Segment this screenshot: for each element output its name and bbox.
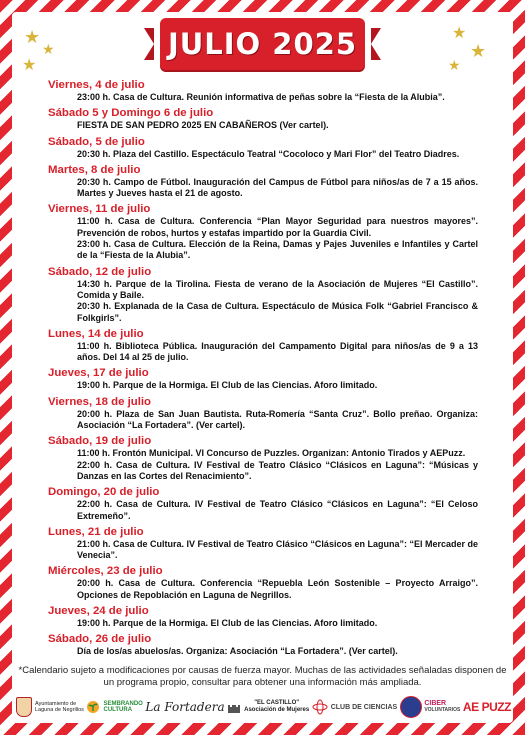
event-description: 20:00 h. Casa de Cultura. Conferencia “Repuebla León Sostenible – Proyecto Arraigo”. Opciones de Repoblación en Laguna de Negrillos. bbox=[77, 578, 478, 600]
event-item bbox=[48, 395, 478, 432]
event-date: Sábado 5 y Domingo 6 de julio bbox=[48, 107, 214, 120]
event-description: 21:00 h. Casa de Cultura. IV Festival de Teatro Clásico “Clásicos en Laguna”: “El Mercader de Venecia”. bbox=[77, 538, 478, 561]
castle-icon bbox=[227, 700, 241, 714]
event-description: 19:00 h. Parque de la Hormiga. El Club de las Ciencias. Aforo limitado. bbox=[77, 618, 378, 629]
event-item bbox=[48, 106, 478, 131]
star-icon: ★ bbox=[22, 57, 37, 74]
event-date: Sábado, 12 de julio bbox=[48, 265, 152, 278]
event-item bbox=[48, 163, 478, 200]
event-date: Domingo, 20 de julio bbox=[48, 486, 160, 499]
event-description: 11:00 h. Biblioteca Pública. Inauguración del Campamento Digital para niños/as de 9 a 13 años. Del 14 al 25 de julio. bbox=[77, 340, 478, 363]
event-description: 20:30 h. Campo de Fútbol. Inauguración del Campus de Fútbol para niños/as de 7 a 15 años. Martes y Jueves hasta el 21 de agosto. bbox=[77, 176, 478, 199]
events-list bbox=[48, 78, 478, 661]
sprout-icon bbox=[86, 700, 100, 714]
event-item bbox=[48, 135, 478, 160]
event-date: Viernes, 11 de julio bbox=[48, 203, 151, 216]
event-description: 22:00 h. Casa de Cultura. IV Festival de Teatro Clásico “Clásicos en Laguna”: “Músicas y Danzas en las Cortes del Renacimiento”. bbox=[77, 459, 478, 481]
logo-la-fortadera: La Fortadera bbox=[145, 700, 225, 714]
event-description: 20:00 h. Plaza de San Juan Bautista. Ruta-Romería “Santa Cruz”. Bollo preñao. Organiza: Asociación “La Fortadera”. (Ver cartel). bbox=[77, 408, 478, 431]
coat-of-arms-icon bbox=[16, 697, 32, 717]
event-date: Viernes, 18 de julio bbox=[48, 395, 151, 408]
event-item bbox=[48, 366, 478, 391]
atom-icon bbox=[312, 699, 328, 715]
event-item bbox=[48, 485, 478, 522]
event-description: 14:30 h. Parque de la Tirolina. Fiesta de verano de la Asociación de Mujeres “El Castillo”. Comida y Baile. bbox=[77, 278, 478, 300]
event-item bbox=[48, 265, 478, 324]
logo-club-de-ciencias: CLUB DE CIENCIAS bbox=[312, 699, 398, 715]
event-description: 20:30 h. Explanada de la Casa de Cultura. Espectáculo de Música Folk “Gabriel Francisco & Folkgirls”. bbox=[77, 301, 478, 323]
event-description: 23:00 h. Casa de Cultura. Elección de la Reina, Damas y Pajes Juveniles e Infantiles y Cartel de la “Fiesta de la Alubia”. bbox=[77, 239, 478, 261]
sponsor-logos bbox=[16, 694, 511, 720]
event-date: Lunes, 14 de julio bbox=[48, 327, 144, 340]
event-description: 19:00 h. Parque de la Hormiga. El Club de las Ciencias. Aforo limitado. bbox=[77, 380, 378, 391]
event-description: Día de los/as abuelos/as. Organiza: Asociación “La Fortadera”. (Ver cartel). bbox=[77, 646, 398, 657]
event-item bbox=[48, 78, 478, 103]
event-description: 11:00 h. Frontón Municipal. VI Concurso de Puzzles. Organizan: Antonio Tirados y AEPuzz. bbox=[77, 448, 466, 459]
event-date: Jueves, 24 de julio bbox=[48, 605, 149, 618]
event-date: Jueves, 17 de julio bbox=[48, 367, 149, 380]
event-date: Viernes, 4 de julio bbox=[48, 79, 145, 91]
event-description: 23:00 h. Casa de Cultura. Reunión informativa de peñas sobre la “Fiesta de la Alubia”. bbox=[77, 92, 445, 102]
logo-aepuzz: AE PUZZ bbox=[462, 700, 511, 714]
logo-emblem bbox=[400, 696, 422, 718]
event-date: Sábado, 19 de julio bbox=[48, 435, 152, 448]
logo-el-castillo: "EL CASTILLO" Asociación de Mujeres bbox=[227, 700, 309, 714]
event-date: Sábado, 26 de julio bbox=[48, 633, 152, 646]
event-item bbox=[48, 327, 478, 364]
event-description: 22:00 h. Casa de Cultura. IV Festival de Teatro Clásico “Clásicos en Laguna”: “El Celoso Extremeño”. bbox=[77, 499, 478, 521]
event-date: Sábado, 5 de julio bbox=[48, 135, 145, 148]
star-icon: ★ bbox=[470, 41, 487, 61]
page-title: JULIO 2025 bbox=[167, 27, 358, 61]
event-description: 11:00 h. Casa de Cultura. Conferencia “Plan Mayor Seguridad para nuestros mayores”. Prevención de robos, hurtos y estafas impartido por la Guardia Civil. bbox=[77, 216, 478, 238]
logo-sembrando-cultura: SEMBRANDO CULTURA bbox=[86, 700, 142, 714]
star-icon: ★ bbox=[24, 27, 41, 47]
event-date: Miércoles, 23 de julio bbox=[48, 565, 163, 578]
event-description: FIESTA DE SAN PEDRO 2025 EN CABAÑEROS (Ver cartel). bbox=[77, 120, 329, 131]
footnote: *Calendario sujeto a modificaciones por causas de fuerza mayor. Muchas de las actividades señaladas disponen de un programa propio, consultar para obtener una información más ampliada. bbox=[18, 665, 507, 688]
event-item bbox=[48, 434, 478, 482]
logo-ayuntamiento: Ayuntamiento de Laguna de Negrillos bbox=[16, 697, 84, 717]
title-banner bbox=[160, 18, 365, 70]
event-item bbox=[48, 525, 478, 562]
event-item bbox=[48, 564, 478, 601]
event-description: 20:30 h. Plaza del Castillo. Espectáculo Teatral “Cocoloco y Mari Flor” del Teatro Diadres. bbox=[77, 148, 460, 159]
emblem-icon bbox=[400, 696, 422, 718]
star-icon: ★ bbox=[42, 41, 55, 57]
event-date: Martes, 8 de julio bbox=[48, 163, 141, 176]
event-item bbox=[48, 202, 478, 261]
star-icon: ★ bbox=[448, 57, 461, 73]
event-item bbox=[48, 604, 478, 629]
event-item bbox=[48, 632, 478, 657]
event-date: Lunes, 21 de julio bbox=[48, 525, 144, 538]
star-icon: ★ bbox=[452, 25, 467, 42]
logo-ciber-voluntarios: CIBER VOLUNTARIOS bbox=[424, 700, 461, 713]
